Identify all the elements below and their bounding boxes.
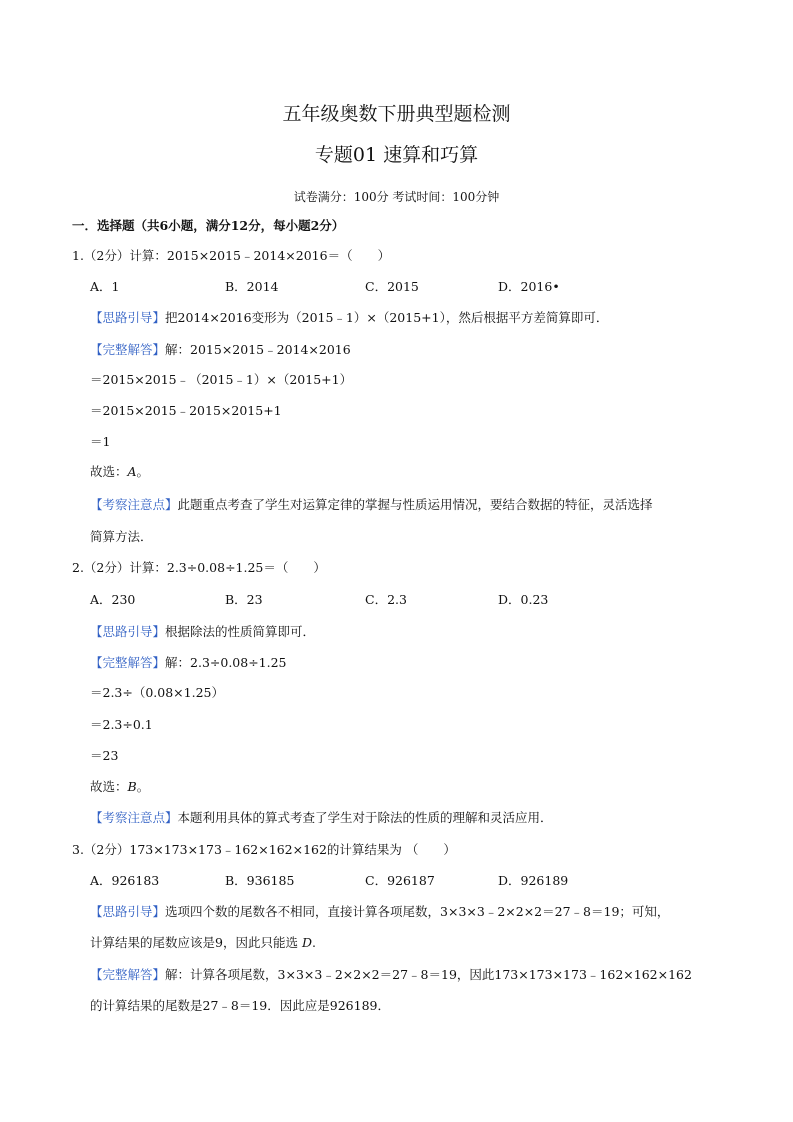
option-b: B．936185 [225,873,295,888]
question-3-stem: 3.（2分）173×173×173﹣162×162×162的计算结果为 （ ） [72,842,456,857]
exam-meta: 试卷满分：100分 考试时间：100分钟 [293,190,500,204]
option-b: B．23 [225,592,263,607]
option-d: D．2016• [498,279,560,294]
answer-line: ＝2.3÷（0.08×1.25） [90,685,224,700]
hint-text: 计算结果的尾数应该是9，因此只能选 [90,935,298,950]
choice-letter: B [127,779,137,794]
choice-prefix: 故选： [90,779,128,794]
answer-line: 解：2015×2015﹣2014×2016 [165,342,351,357]
note-text: 此题重点考查了学生对运算定律的掌握与性质运用情况，要结合数据的特征，灵活选择 [177,497,653,512]
question-3-hint [90,904,669,920]
hint-text-continued [90,935,316,951]
answer-line: ＝2015×2015﹣2015×2015+1 [90,403,282,418]
option-c: C．2015 [365,279,419,294]
question-2-answer [90,655,287,671]
option-b: B．2014 [225,279,279,294]
answer-line: ＝2015×2015﹣（2015﹣1）×（2015+1） [90,372,353,387]
answer-line: ＝2.3÷0.1 [90,717,153,732]
choice-letter: D [301,935,312,950]
hint-text: 选项四个数的尾数各不相同，直接计算各项尾数，3×3×3﹣2×2×2＝27﹣8＝19；可知， [165,904,670,919]
option-d: D．926189 [498,873,569,888]
question-2-choice [90,779,149,795]
hint-text: 根据除法的性质简算即可． [165,624,316,639]
hint-label: 【思路引导】 [90,904,166,919]
choice-prefix: 故选： [90,464,128,479]
answer-line: 解：2.3÷0.08÷1.25 [165,655,287,670]
option-d: D．0.23 [498,592,549,607]
question-3-answer [90,967,692,983]
answer-label: 【完整解答】 [90,967,166,982]
question-1-hint [90,310,608,326]
option-c: C．2.3 [365,592,407,607]
question-2-stem: 2.（2分）计算：2.3÷0.08÷1.25＝（ ） [72,560,326,575]
hint-label: 【思路引导】 [90,310,166,325]
answer-line: ＝1 [90,434,111,449]
option-c: C．926187 [365,873,435,888]
document-subtitle: 专题01 速算和巧算 [314,144,479,166]
hint-text: 把2014×2016变形为（2015﹣1）×（2015+1），然后根据平方差简算即可． [165,310,609,325]
question-1-note [90,497,653,513]
question-1-choice [90,464,149,480]
option-a: A．926183 [90,873,160,888]
note-text-continued: 简算方法． [90,529,153,544]
question-2-hint [90,624,315,640]
note-label: 【考察注意点】 [90,497,178,512]
answer-label: 【完整解答】 [90,655,166,670]
note-label: 【考察注意点】 [90,810,178,825]
question-1-stem: 1.（2分）计算：2015×2015﹣2014×2016＝（ ） [72,248,391,263]
answer-line: ＝23 [90,748,119,763]
choice-suffix: 。 [136,779,150,794]
option-a: A．230 [90,592,136,607]
option-a: A．1 [90,279,120,294]
choice-suffix: 。 [136,464,150,479]
section-heading: 一．选择题（共6小题，满分12分，每小题2分） [72,218,345,233]
note-text: 本题利用具体的算式考查了学生对于除法的性质的理解和灵活应用． [177,810,553,825]
question-1-answer [90,342,351,358]
choice-letter: A [127,464,137,479]
answer-label: 【完整解答】 [90,342,166,357]
hint-label: 【思路引导】 [90,624,166,639]
document-title: 五年级奥数下册典型题检测 [282,103,511,125]
answer-text: 解：计算各项尾数，3×3×3﹣2×2×2＝27﹣8＝19，因此173×173×173﹣162×162×162 [165,967,692,982]
hint-suffix: . [311,935,316,950]
question-2-note [90,810,553,826]
answer-text-continued: 的计算结果的尾数是27﹣8＝19．因此应是926189． [90,998,390,1013]
